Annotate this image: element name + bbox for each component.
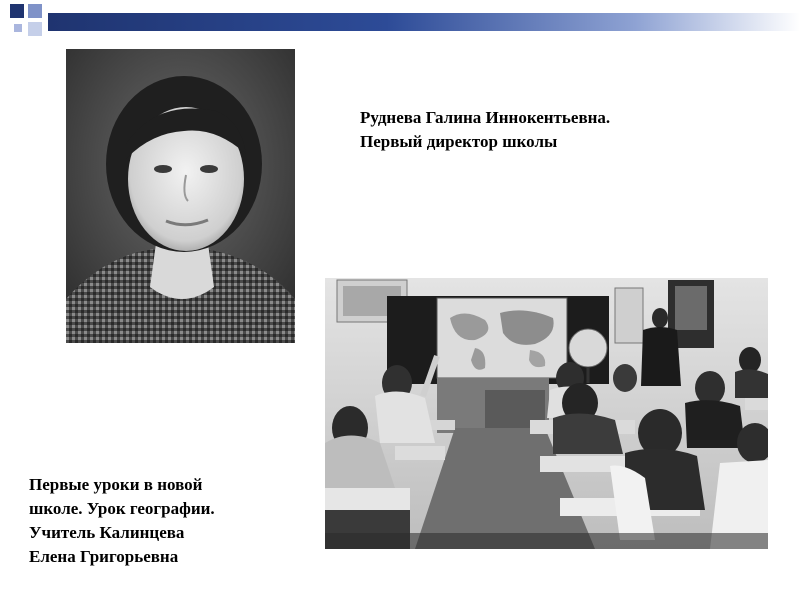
classroom-caption (29, 473, 215, 569)
header-gradient-bar (48, 13, 800, 31)
classroom-caption-line-1: Первые уроки в новой (29, 475, 203, 494)
header-square-light (28, 22, 42, 36)
header-square-small (14, 24, 22, 32)
header-square-dark (10, 4, 24, 18)
classroom-photo (325, 278, 768, 549)
classroom-caption-line-4: Елена Григорьевна (29, 547, 179, 566)
portrait-caption-line-1: Руднева Галина Иннокентьевна. (360, 108, 611, 127)
header-square-mid (28, 4, 42, 18)
portrait-photo (66, 49, 295, 343)
classroom-caption-line-2: школе. Урок географии. (29, 499, 215, 518)
portrait-caption-line-2: Первый директор школы (360, 132, 558, 151)
portrait-caption (360, 106, 610, 154)
classroom-caption-line-3: Учитель Калинцева (29, 523, 185, 542)
